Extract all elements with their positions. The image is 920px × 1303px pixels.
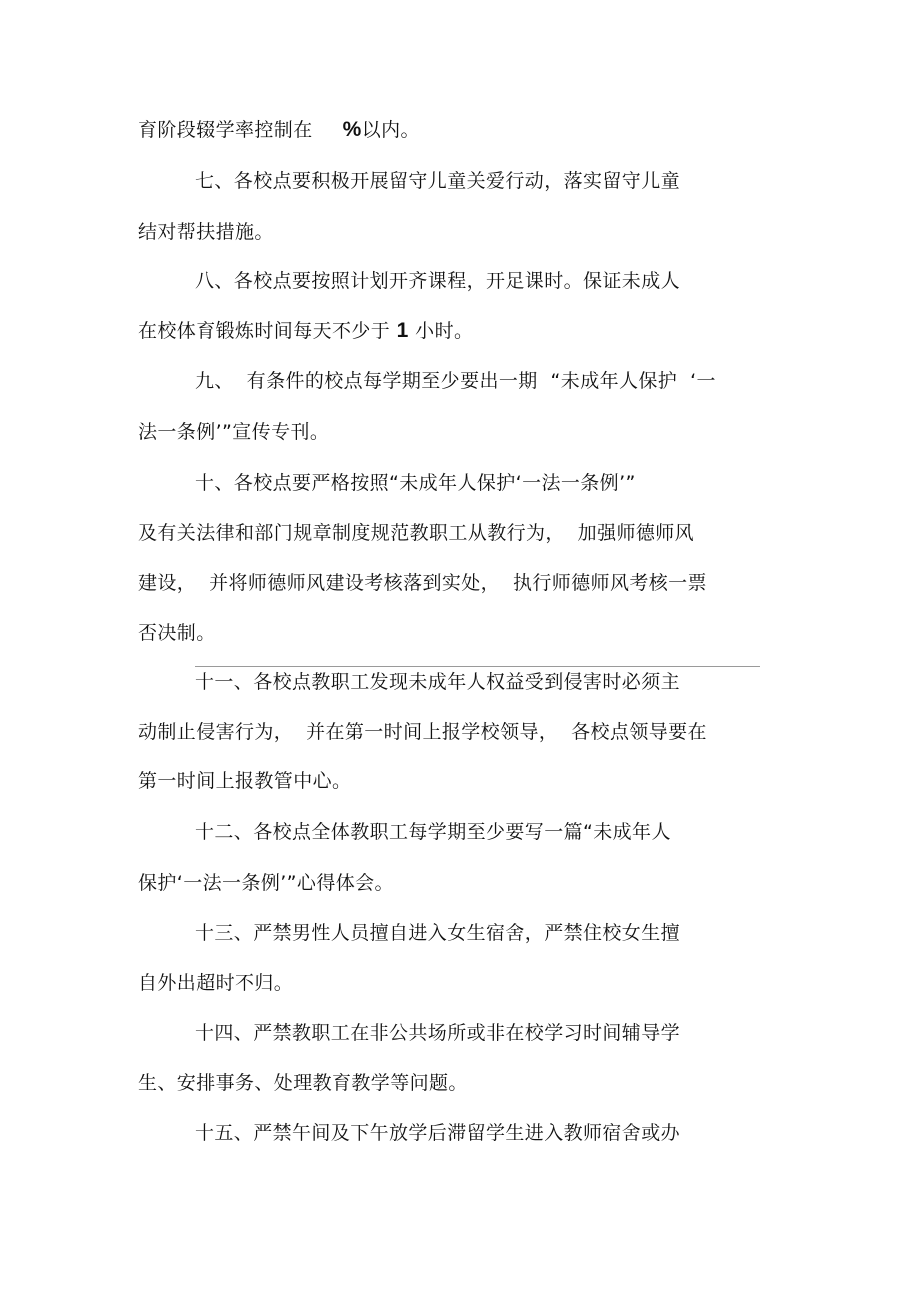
paragraph-line: 建设， 并将师德师风建设考核落到实处， 执行师德师风考核一票 — [138, 572, 707, 594]
paragraph-line: 十二、各校点全体教职工每学期至少要写一篇“未成年人 — [195, 821, 671, 843]
paragraph-line: 十四、严禁教职工在非公共场所或非在校学习时间辅导学 — [195, 1022, 681, 1044]
paragraph-line: 结对帮扶措施。 — [138, 221, 274, 243]
paragraph-line: 法一条例’”宣传专刊。 — [138, 421, 330, 443]
divider-line — [195, 666, 760, 667]
paragraph-line: 十一、各校点教职工发现未成年人权益受到侵害时必须主 — [195, 671, 681, 693]
paragraph-line: 自外出超时不归。 — [138, 972, 294, 994]
line-text: 育阶段辍学率控制在 — [138, 119, 313, 141]
paragraph-line: 生、安排事务、处理教育教学等问题。 — [138, 1072, 468, 1094]
paragraph-line: 第一时间上报教管中心。 — [138, 770, 352, 792]
paragraph-line: 否决制。 — [138, 622, 216, 644]
line-text: 在校体育锻炼时间每天不少于 — [138, 320, 397, 342]
paragraph-line: 七、各校点要积极开展留守儿童关爱行动，落实留守儿童 — [195, 170, 681, 192]
paragraph-line: 动制止侵害行为， 并在第一时间上报学校领导， 各校点领导要在 — [138, 721, 707, 743]
paragraph-line — [138, 117, 420, 143]
paragraph-line — [138, 318, 473, 344]
paragraph-line: 八、各校点要按照计划开齐课程，开足课时。保证未成人 — [195, 270, 681, 292]
line-text: 以内。 — [361, 119, 420, 141]
paragraph-line: 保护‘一法一条例’”心得体会。 — [138, 872, 394, 894]
paragraph-line: 及有关法律和部门规章制度规范教职工从教行为， 加强师德师风 — [138, 522, 695, 544]
paragraph-line: 九、 有条件的校点每学期至少要出一期 “未成年人保护 ‘一 — [195, 370, 716, 392]
hour-number: 1 — [396, 319, 409, 342]
percent-sign: % — [342, 118, 362, 141]
paragraph-line: 十三、严禁男性人员擅自进入女生宿舍，严禁住校女生擅 — [195, 922, 681, 944]
paragraph-line: 十五、严禁午间及下午放学后滞留学生进入教师宿舍或办 — [195, 1122, 681, 1144]
line-text: 小时。 — [408, 320, 474, 342]
paragraph-line: 十、各校点要严格按照“未成年人保护‘一法一条例’” — [195, 472, 636, 494]
